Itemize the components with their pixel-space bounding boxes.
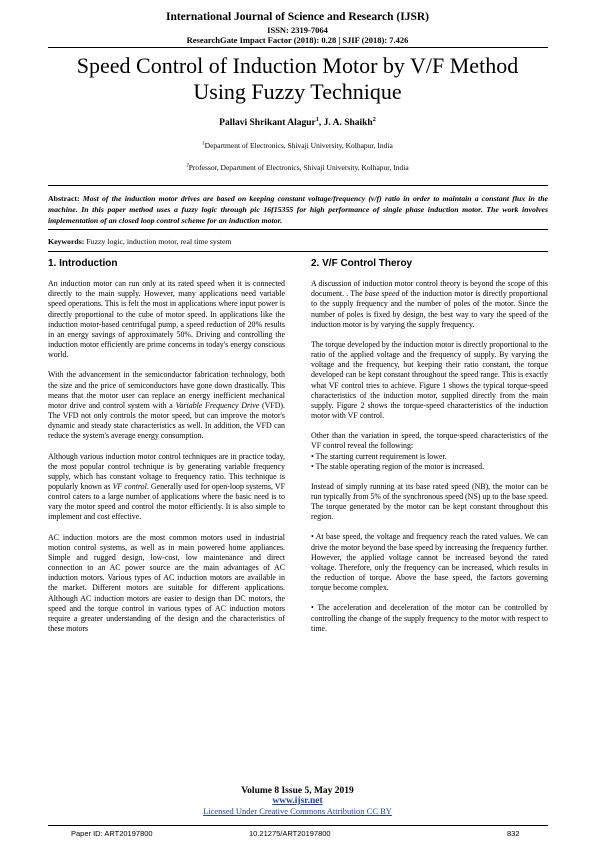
journal-name: International Journal of Science and Research (IJSR) [165, 11, 429, 23]
affiliation-1-sup: 1 [202, 141, 205, 147]
paper-title [40, 53, 555, 105]
title-line-1: Speed Control of Induction Motor by V/F Method [76, 53, 519, 78]
s2-bullet-2: • The stable operating region of the motor is increased. [311, 461, 485, 471]
header-rule [48, 47, 548, 48]
section-1-para-2 [48, 370, 285, 441]
s1p3-b: . Generally used for open-loop systems, VF control caters to a large number of applications where the basic need is to vary the motor speed and control the motor efficiently. It is also simple to implement and cost effective. [48, 481, 285, 522]
s1p3-a: Although various induction motor control techniques are in practice today, the most popular control technique is by generating variable frequency supply, which has constant voltage to frequency ratio. This technique is popularly known as [48, 451, 285, 491]
s2p1-a: A discussion of induction motor control theory is beyond the scope of this document. . The [311, 279, 548, 299]
author-2-sup: 2 [372, 116, 376, 123]
impact-factor: ResearchGate Impact Factor (2018): 0.28 | SJIF (2018): 7.426 [186, 35, 409, 45]
affiliation-2-sup: 2 [186, 163, 189, 169]
column-right [311, 259, 548, 644]
affiliation-2 [0, 163, 595, 172]
title-line-2: Using Fuzzy Technique [193, 79, 402, 104]
issn: ISSN: 2319-7064 [267, 25, 328, 35]
s2-bullet-1: • The starting current requirement is lower. [311, 451, 447, 461]
author-2: J. A. Shaikh [323, 118, 373, 128]
section-1-para-4: AC induction motors are the most common motors used in industrial motion control systems, as well as in main powered home appliances. Simple and rugged design, low-cost, low maintenance and direct connection to an AC power source are the main advantages of AC induction motors. Various types of AC induction motors are available in the market. Different motors are suitable for different applications. Although AC induction motors are easier to design than DC motors, the speed and the torque control in various types of AC induction motors require a greater understanding of the design and the characteristics of these motors [48, 532, 285, 633]
affiliation-1-text: Department of Electronics, Shivaji University, Kolhapur, India [204, 141, 393, 150]
abstract-label: Abstract: [48, 194, 80, 203]
footer-rule [48, 825, 548, 826]
section-2-para-4: Instead of simply running at its base rated speed (NB), the motor can be run typically from 5% of the synchronous speed (NS) up to the base speed. The torque generated by the motor can be kept constant throughout this region. [311, 481, 548, 522]
affiliation-1 [0, 141, 595, 150]
abstract-text: Most of the induction motor drives are based on keeping constant voltage/frequency (v/f) ratio in order to maintain a constant flux in the machine. In this paper method uses a fuzzy logic through pic 16f15355 for high performance of single phase induction motor. The work involves implementation of an closed loop control scheme for an induction motor. [48, 194, 549, 225]
column-left [48, 259, 285, 644]
website-link[interactable]: www.ijsr.net [272, 796, 323, 806]
keywords-text: Fuzzy logic, induction motor, real time system [86, 237, 232, 246]
keywords-label: Keywords: [48, 237, 85, 246]
section-2-para-5: • At base speed, the voltage and frequency reach the rated values. We can drive the motor beyond the base speed by increasing the frequency further. However, the applied voltage cannot be increased beyond the rated voltage. Therefore, only the frequency can be increased, which results in the reduction of torque. Above the base speed, the factors governing torque become complex. [311, 532, 548, 593]
abstract-rule-top [48, 185, 548, 186]
s1p3-em: VF control [112, 481, 147, 491]
section-2-para-2: The torque developed by the induction motor is directly proportional to the ratio of the applied voltage and the frequency of supply. By varying the voltage and the frequency, but keeping their ratio constant, the torque developed can be kept constant throughout the speed range. This is exactly what VF control tries to achieve. Figure 1 shows the typical torque-speed characteristics of the induction motor, supplied directly from the main supply. Figure 2 shows the torque-speed characteristics of the induction motor with VF control. [311, 339, 548, 421]
page-number: 832 [507, 829, 520, 838]
s1p2-em: Variable Frequency Drive [175, 400, 260, 410]
section-1-para-1: An induction motor can run only at its rated speed when it is connected directly to the main supply. However, many applications need variable speed operations. This is felt the most in applications where input power is directly proportional to the cube of motor speed. In applications like the induction motor-based centrifugal pump, a speed reduction of 20% results in an energy savings of approximately 50%. Driving and controlling the induction motor efficiently are prime concerns in today's energy conscious world. [48, 279, 285, 360]
s2p1-b: of the induction motor is directly proportional to the supply frequency and the number of poles of the motor. Since the number of poles is fixed by design, the best way to vary the speed of the induction motor is by varying the supply frequency. [311, 289, 549, 329]
section-1-heading: 1. Introduction [48, 258, 118, 269]
section-2-para-1 [311, 279, 548, 330]
section-2-heading: 2. V/F Control Theroy [311, 258, 413, 269]
author-1-sup: 1 [315, 116, 319, 123]
doi: 10.21275/ART20197800 [249, 829, 331, 838]
volume-issue: Volume 8 Issue 5, May 2019 [241, 786, 354, 796]
s2p3-text: Other than the variation in speed, the torque-speed characteristics of the VF control reveal the following: [311, 431, 548, 451]
s1p2-b: (VFD). The VFD not only controls the motor speed, but can improve the motor's dynamic and steady state characteristics as well. In addition, the VFD can reduce the system's average energy consumption. [48, 400, 286, 441]
section-1-para-3 [48, 452, 285, 523]
s2p1-em: base speed [364, 289, 400, 299]
keywords-rule [48, 251, 548, 252]
author-1: Pallavi Shrikant Alagur [219, 118, 316, 128]
license-link[interactable]: Licensed Under Creative Commons Attribution CC BY [203, 806, 392, 816]
footer [0, 786, 595, 816]
s1p2-a: With the advancement in the semiconductor fabrication technology, both the size and the price of semiconductors have gone down drastically. This means that the motor user can replace an energy inefficient mechanical motor drive and control system with a [48, 370, 285, 410]
keywords [48, 237, 548, 246]
section-2-para-3 [311, 431, 548, 472]
section-2-para-6: • The acceleration and deceleration of the motor can be controlled by controlling the change of the supply frequency to the motor with respect to time. [311, 603, 548, 633]
authors [0, 118, 595, 128]
abstract [48, 193, 548, 226]
affiliation-2-text: Professor, Department of Electronics, Shivaji University, Kolhapur, India [188, 163, 409, 172]
paper-id: Paper ID: ART20197800 [71, 829, 153, 838]
author-sep: , [318, 118, 324, 128]
abstract-rule-bottom [48, 229, 548, 230]
